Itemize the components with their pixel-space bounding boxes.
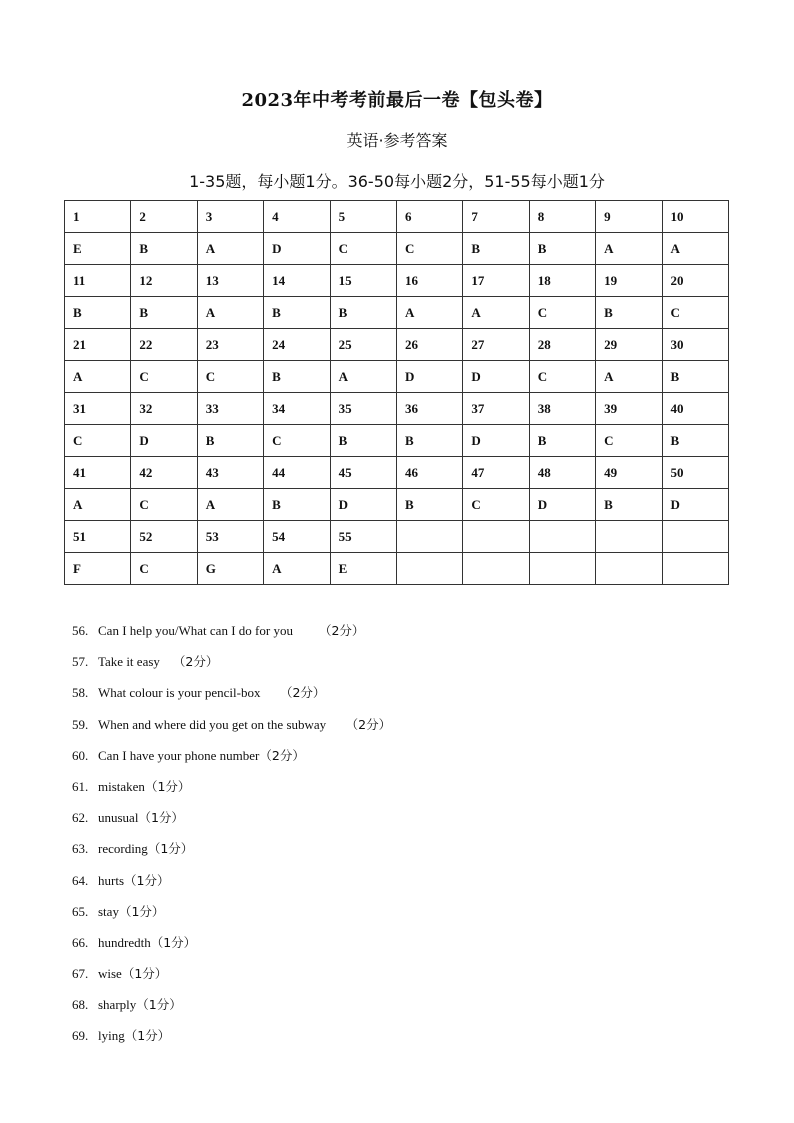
item-answer-text: hurts xyxy=(98,872,124,888)
question-number-cell: 38 xyxy=(529,393,595,425)
item-points: （2分） xyxy=(279,685,326,701)
item-number: 69. xyxy=(72,1028,89,1044)
question-number-cell: 55 xyxy=(330,521,396,553)
question-number-cell: 5 xyxy=(330,201,396,233)
answer-item xyxy=(72,958,752,989)
answer-cell: F xyxy=(65,553,131,585)
answer-cell: C xyxy=(65,425,131,457)
question-number-cell: 36 xyxy=(396,393,462,425)
item-points: （1分） xyxy=(136,997,182,1013)
question-number-cell: 34 xyxy=(264,393,330,425)
question-number-cell: 22 xyxy=(131,329,197,361)
item-number: 56. xyxy=(72,623,89,638)
answer-cell: B xyxy=(396,425,462,457)
answer-cell: C xyxy=(131,361,197,393)
answer-cell: B xyxy=(330,297,396,329)
answer-cell: C xyxy=(529,297,595,329)
item-points: （2分） xyxy=(259,747,305,763)
answer-item xyxy=(72,709,752,740)
answer-item xyxy=(72,833,752,864)
item-number: 57. xyxy=(72,654,89,670)
answer-cell xyxy=(463,553,529,585)
answer-cell: A xyxy=(463,297,529,329)
question-number-cell: 12 xyxy=(131,265,197,297)
question-number-cell xyxy=(396,521,462,553)
question-number-cell: 49 xyxy=(596,457,662,489)
question-number-cell: 28 xyxy=(529,329,595,361)
answer-cell: D xyxy=(396,361,462,393)
answer-item xyxy=(72,615,752,646)
answer-cell: B xyxy=(330,425,396,457)
answer-letter-row xyxy=(65,489,729,521)
answer-cell xyxy=(396,553,462,585)
answer-table-body xyxy=(65,201,729,585)
question-number-cell: 47 xyxy=(463,457,529,489)
question-number-cell: 23 xyxy=(197,329,263,361)
answer-cell: A xyxy=(197,297,263,329)
question-number-cell: 50 xyxy=(662,457,728,489)
answer-letter-row xyxy=(65,297,729,329)
answer-cell: D xyxy=(529,489,595,521)
question-number-cell: 9 xyxy=(596,201,662,233)
question-number-cell: 4 xyxy=(264,201,330,233)
answer-cell: B xyxy=(131,297,197,329)
question-number-cell: 18 xyxy=(529,265,595,297)
answer-cell: D xyxy=(330,489,396,521)
answer-cell: B xyxy=(264,361,330,393)
item-gap xyxy=(260,685,280,700)
answer-cell: A xyxy=(65,361,131,393)
answer-cell: B xyxy=(197,425,263,457)
question-number-cell: 17 xyxy=(463,265,529,297)
item-number: 65. xyxy=(72,903,89,919)
item-answer-text: wise xyxy=(98,966,122,982)
item-answer-text: hundredth xyxy=(98,934,151,950)
answer-cell xyxy=(596,553,662,585)
question-number-cell: 1 xyxy=(65,201,131,233)
question-number-cell: 30 xyxy=(662,329,728,361)
answer-cell: B xyxy=(264,489,330,521)
item-points: （1分） xyxy=(118,903,165,919)
answer-letter-row xyxy=(65,233,729,265)
page-subtitle: 英语·参考答案 xyxy=(346,131,448,150)
question-number-cell xyxy=(463,521,529,553)
item-number: 58. xyxy=(72,685,89,701)
answer-cell: G xyxy=(197,553,263,585)
page-title: 2023年中考考前最后一卷【包头卷】 xyxy=(241,90,553,111)
item-points: （1分） xyxy=(124,1028,171,1044)
answer-cell: B xyxy=(596,297,662,329)
answer-cell: C xyxy=(396,233,462,265)
question-number-cell: 31 xyxy=(65,393,131,425)
question-number-cell: 13 xyxy=(197,265,263,297)
answer-cell: A xyxy=(596,233,662,265)
answer-item xyxy=(72,802,752,833)
answer-cell: A xyxy=(396,297,462,329)
answer-item xyxy=(72,896,752,927)
question-number-cell: 14 xyxy=(264,265,330,297)
item-gap xyxy=(160,654,173,669)
answer-cell: C xyxy=(264,425,330,457)
answer-letter-row xyxy=(65,425,729,457)
question-number-row xyxy=(65,265,729,297)
fill-in-answer-list xyxy=(72,615,752,1052)
question-number-cell: 16 xyxy=(396,265,462,297)
answer-table xyxy=(64,200,729,585)
answer-cell: C xyxy=(197,361,263,393)
item-number: 68. xyxy=(72,997,89,1013)
question-number-row xyxy=(65,521,729,553)
answer-cell: A xyxy=(596,361,662,393)
item-number: 67. xyxy=(72,966,89,982)
item-number: 62. xyxy=(72,810,89,826)
answer-cell: A xyxy=(662,233,728,265)
answer-item xyxy=(72,677,752,708)
item-points: （1分） xyxy=(144,778,191,794)
answer-letter-row xyxy=(65,361,729,393)
question-number-cell: 51 xyxy=(65,521,131,553)
scoring-note: 1-35题，每小题1分。36-50每小题2分，51-55每小题1分 xyxy=(189,172,605,191)
item-answer-text: unusual xyxy=(98,810,139,826)
question-number-cell: 6 xyxy=(396,201,462,233)
question-number-cell xyxy=(529,521,595,553)
item-gap xyxy=(293,623,319,638)
answer-cell: C xyxy=(596,425,662,457)
question-number-cell: 2 xyxy=(131,201,197,233)
item-answer-text: Take it easy xyxy=(98,654,160,670)
question-number-cell: 25 xyxy=(330,329,396,361)
question-number-cell: 54 xyxy=(264,521,330,553)
question-number-cell: 7 xyxy=(463,201,529,233)
answer-cell: D xyxy=(463,425,529,457)
question-number-cell: 43 xyxy=(197,457,263,489)
question-number-cell: 46 xyxy=(396,457,462,489)
answer-cell: B xyxy=(662,361,728,393)
answer-cell: C xyxy=(131,553,197,585)
item-number: 60. xyxy=(72,747,89,763)
answer-cell: D xyxy=(662,489,728,521)
answer-cell: B xyxy=(463,233,529,265)
question-number-cell: 8 xyxy=(529,201,595,233)
answer-cell: E xyxy=(330,553,396,585)
answer-cell: A xyxy=(330,361,396,393)
answer-cell: B xyxy=(396,489,462,521)
item-points: （1分） xyxy=(147,841,194,857)
answer-cell: E xyxy=(65,233,131,265)
question-number-cell: 11 xyxy=(65,265,131,297)
answer-cell: C xyxy=(529,361,595,393)
item-points: （2分） xyxy=(345,716,392,732)
question-number-cell: 19 xyxy=(596,265,662,297)
item-number: 61. xyxy=(72,778,89,794)
question-number-cell xyxy=(662,521,728,553)
question-number-row xyxy=(65,201,729,233)
question-number-cell: 53 xyxy=(197,521,263,553)
answer-cell: A xyxy=(65,489,131,521)
answer-cell: D xyxy=(463,361,529,393)
answer-cell: B xyxy=(65,297,131,329)
item-answer-text: recording xyxy=(98,841,148,857)
item-answer-text: sharply xyxy=(98,997,137,1013)
question-number-row xyxy=(65,329,729,361)
question-number-cell: 29 xyxy=(596,329,662,361)
answer-item xyxy=(72,771,752,802)
answer-item xyxy=(72,740,752,771)
question-number-cell: 48 xyxy=(529,457,595,489)
question-number-cell: 41 xyxy=(65,457,131,489)
question-number-cell: 15 xyxy=(330,265,396,297)
item-answer-text: Can I have your phone number xyxy=(98,747,260,763)
answer-cell: B xyxy=(264,297,330,329)
answer-cell: B xyxy=(596,489,662,521)
item-answer-text: stay xyxy=(98,903,119,919)
answer-cell: A xyxy=(264,553,330,585)
item-number: 64. xyxy=(72,872,89,888)
answer-item xyxy=(72,989,752,1020)
question-number-cell: 37 xyxy=(463,393,529,425)
answer-cell: C xyxy=(662,297,728,329)
item-answer-text: What colour is your pencil-box xyxy=(98,685,261,701)
item-points: （2分） xyxy=(318,623,365,638)
question-number-row xyxy=(65,393,729,425)
answer-item xyxy=(72,1020,752,1051)
answer-cell: A xyxy=(197,233,263,265)
item-answer-text: Can I help you/What can I do for you xyxy=(98,623,293,638)
answer-cell: D xyxy=(131,425,197,457)
item-number: 66. xyxy=(72,934,89,950)
question-number-cell: 10 xyxy=(662,201,728,233)
answer-cell: B xyxy=(529,425,595,457)
item-answer-text: mistaken xyxy=(98,778,145,794)
answer-cell: C xyxy=(463,489,529,521)
question-number-cell: 45 xyxy=(330,457,396,489)
question-number-cell: 32 xyxy=(131,393,197,425)
question-number-cell: 39 xyxy=(596,393,662,425)
item-answer-text: lying xyxy=(98,1028,125,1044)
answer-cell: D xyxy=(264,233,330,265)
answer-cell: C xyxy=(131,489,197,521)
item-points: （1分） xyxy=(138,810,184,826)
question-number-cell: 3 xyxy=(197,201,263,233)
question-number-row xyxy=(65,457,729,489)
question-number-cell xyxy=(596,521,662,553)
answer-cell xyxy=(529,553,595,585)
question-number-cell: 33 xyxy=(197,393,263,425)
item-number: 63. xyxy=(72,841,89,857)
answer-cell: C xyxy=(330,233,396,265)
answer-cell: B xyxy=(131,233,197,265)
question-number-cell: 27 xyxy=(463,329,529,361)
question-number-cell: 24 xyxy=(264,329,330,361)
question-number-cell: 35 xyxy=(330,393,396,425)
answer-cell: A xyxy=(197,489,263,521)
question-number-cell: 40 xyxy=(662,393,728,425)
item-gap xyxy=(326,717,346,732)
item-answer-text: When and where did you get on the subway xyxy=(98,716,327,732)
answer-cell: B xyxy=(529,233,595,265)
item-points: （1分） xyxy=(150,934,197,950)
answer-cell xyxy=(662,553,728,585)
item-points: （1分） xyxy=(121,966,168,982)
question-number-cell: 44 xyxy=(264,457,330,489)
item-points: （1分） xyxy=(124,872,170,888)
answer-item xyxy=(72,646,752,677)
answer-item xyxy=(72,865,752,896)
question-number-cell: 52 xyxy=(131,521,197,553)
answer-item xyxy=(72,927,752,958)
question-number-cell: 26 xyxy=(396,329,462,361)
question-number-cell: 21 xyxy=(65,329,131,361)
question-number-cell: 20 xyxy=(662,265,728,297)
question-number-cell: 42 xyxy=(131,457,197,489)
item-points: （2分） xyxy=(172,654,219,670)
answer-cell: B xyxy=(662,425,728,457)
item-number: 59. xyxy=(72,716,89,732)
answer-letter-row xyxy=(65,553,729,585)
